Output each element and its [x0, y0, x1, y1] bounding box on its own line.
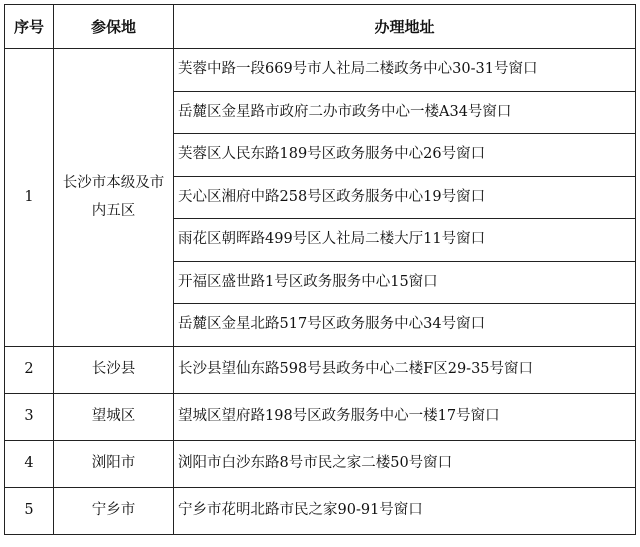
address-cell: 开福区盛世路1号区政务服务中心15窗口	[174, 261, 636, 304]
address-cell: 雨花区朝晖路499号区人社局二楼大厅11号窗口	[174, 219, 636, 262]
row-number: 2	[5, 346, 54, 393]
row-number: 4	[5, 440, 54, 487]
header-address: 办理地址	[174, 5, 636, 49]
region-cell	[54, 49, 174, 347]
address-cell: 长沙县望仙东路598号县政务中心二楼F区29-35号窗口	[174, 346, 636, 393]
table-header-row	[5, 5, 636, 49]
region-label: 长沙市本级及市内五区	[62, 175, 165, 220]
header-no: 序号	[5, 5, 54, 49]
region-cell: 浏阳市	[54, 440, 174, 487]
table-row	[5, 346, 636, 393]
region-cell: 宁乡市	[54, 487, 174, 534]
address-cell: 芙蓉区人民东路189号区政务服务中心26号窗口	[174, 134, 636, 177]
table-row	[5, 440, 636, 487]
address-cell: 岳麓区金星路市政府二办市政务中心一楼A34号窗口	[174, 91, 636, 134]
address-cell: 岳麓区金星北路517号区政务服务中心34号窗口	[174, 304, 636, 347]
table-row	[5, 49, 636, 92]
address-cell: 望城区望府路198号区政务服务中心一楼17号窗口	[174, 393, 636, 440]
row-number: 5	[5, 487, 54, 534]
region-cell: 望城区	[54, 393, 174, 440]
table-row	[5, 393, 636, 440]
row-number: 1	[5, 49, 54, 347]
address-cell: 宁乡市花明北路市民之家90-91号窗口	[174, 487, 636, 534]
header-region: 参保地	[54, 5, 174, 49]
address-cell: 天心区湘府中路258号区政务服务中心19号窗口	[174, 176, 636, 219]
address-cell: 芙蓉中路一段669号市人社局二楼政务中心30-31号窗口	[174, 49, 636, 92]
table-row	[5, 487, 636, 534]
region-cell: 长沙县	[54, 346, 174, 393]
address-cell: 浏阳市白沙东路8号市民之家二楼50号窗口	[174, 440, 636, 487]
row-number: 3	[5, 393, 54, 440]
address-table-container	[4, 4, 635, 535]
address-table	[4, 4, 636, 535]
